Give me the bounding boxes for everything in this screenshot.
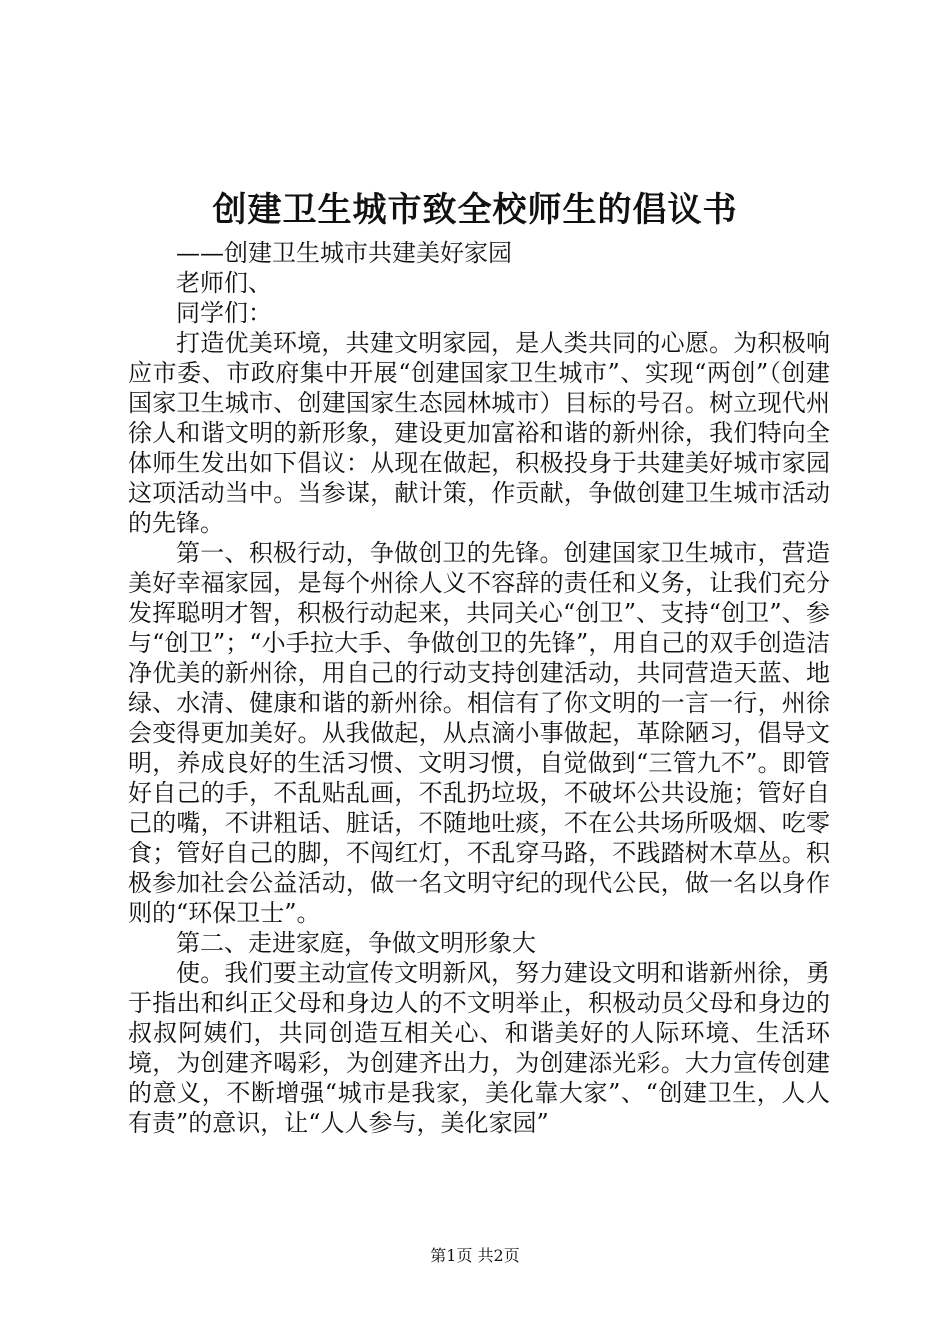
document-body <box>128 238 830 1138</box>
paragraph: 第二、走进家庭，争做文明形象大 <box>176 929 536 957</box>
paragraph: 第一、积极行动，争做创卫的先锋。创建国家卫生城市，营造美好幸福家园，是每个州徐人义不容辞的责任和义务，让我们充分发挥聪明才智，积极行动起来，共同关心“创卫”、支持“创卫”、参与“创卫”；“小手拉大手、争做创卫的先锋”，用自己的双手创造洁净优美的新州徐，用自己的行动支持创建活动，共同营造天蓝、地绿、水清、健康和谐的新州徐。相信有了你文明的一言一行，州徐会变得更加美好。从我做起，从点滴小事做起，革除陋习，倡导文明，养成良好的生活习惯、文明习惯，自觉做到“三管九不”。即管好自己的手，不乱贴乱画，不乱扔垃圾，不破坏公共设施；管好自己的嘴，不讲粗话、脏话，不随地吐痰，不在公共场所吸烟、吃零食；管好自己的脚，不闯红灯，不乱穿马路，不践踏树木草丛。积极参加社会公益活动，做一名文明守纪的现代公民，做一名以身作则的“环保卫士”。 <box>128 539 830 927</box>
subtitle: ——创建卫生城市共建美好家园 <box>176 239 512 267</box>
paragraph: 打造优美环境，共建文明家园，是人类共同的心愿。为积极响应市委、市政府集中开展“创建国家卫生城市”、实现“两创”（创建国家卫生城市、创建国家生态园林城市）目标的号召。树立现代州徐人和谐文明的新形象，建设更加富裕和谐的新州徐，我们特向全体师生发出如下倡议：从现在做起，积极投身于共建美好城市家园这项活动当中。当参谋，献计策，作贡献，争做创建卫生城市活动的先锋。 <box>128 329 830 537</box>
salutation-teachers: 老师们、 <box>176 269 272 297</box>
document-title: 创建卫生城市致全校师生的倡议书 <box>212 190 738 230</box>
salutation-students: 同学们： <box>176 299 272 327</box>
page-number-footer: 第1页 共2页 <box>430 1246 520 1265</box>
paragraph: 使。我们要主动宣传文明新风，努力建设文明和谐新州徐，勇于指出和纠正父母和身边人的不文明举止，积极动员父母和身边的叔叔阿姨们，共同创造互相关心、和谐美好的人际环境、生活环境，为创建齐喝彩，为创建齐出力，为创建添光彩。大力宣传创建的意义，不断增强“城市是我家，美化靠大家”、“创建卫生，人人有责”的意识，让“人人参与，美化家园” <box>128 959 830 1137</box>
